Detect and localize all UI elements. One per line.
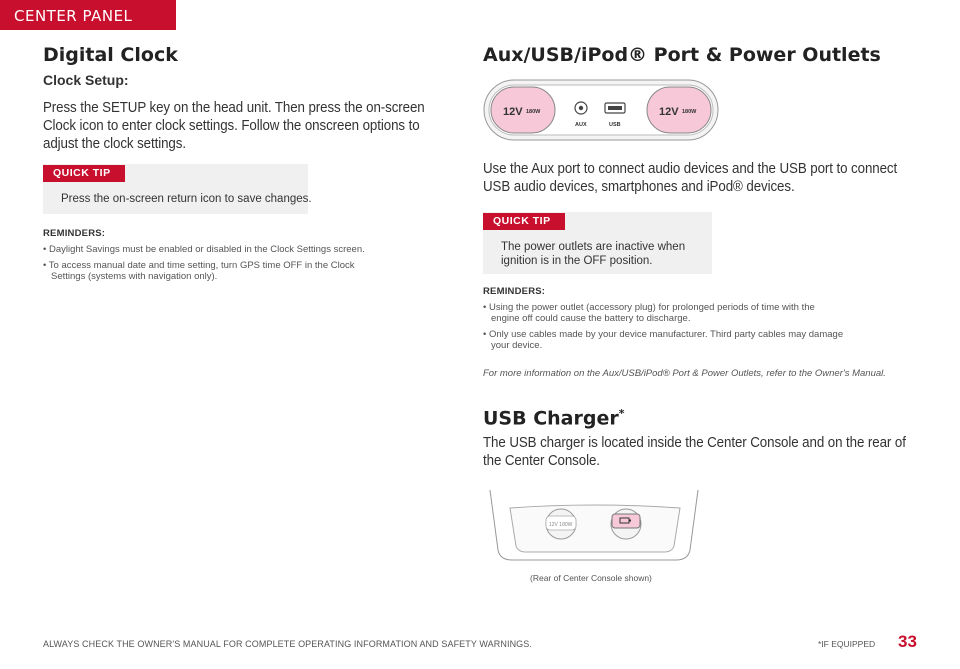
clock-reminders-title: REMINDERS:	[43, 228, 106, 239]
left-outlet-watt: 180W	[526, 109, 541, 115]
page-number: 33	[898, 632, 917, 651]
aux-label: AUX	[575, 122, 587, 128]
aux-usb-title: Aux/USB/iPod® Port & Power Outlets	[483, 44, 881, 66]
footer-if-equipped: *IF EQUIPPED	[818, 639, 876, 649]
owners-manual-note: For more information on the Aux/USB/iPod® Port & Power Outlets, refer to the Owner's Manual.	[483, 368, 886, 379]
left-outlet-label: 12V	[503, 106, 523, 118]
clock-body-text	[43, 99, 425, 153]
usb-charger-body-line: the Center Console.	[483, 453, 600, 469]
clock-quick-tip-label: QUICK TIP	[43, 165, 125, 182]
aux-quick-tip-label: QUICK TIP	[483, 213, 565, 230]
clock-body-line: Clock icon to enter clock settings. Follow the onscreen options to	[43, 118, 420, 134]
clock-reminders-list	[43, 244, 403, 287]
aux-body-text	[483, 160, 897, 196]
footer-disclaimer: ALWAYS CHECK THE OWNER'S MANUAL FOR COMPLETE OPERATING INFORMATION AND SAFETY WARNINGS.	[43, 639, 532, 649]
list-item: • Using the power outlet (accessory plug) for prolonged periods of time with the engine off could cause the battery to discharge.	[483, 302, 815, 324]
clock-body-line: Press the SETUP key on the head unit. Then press the on-screen	[43, 100, 425, 116]
clock-setup-subhead: Clock Setup:	[43, 72, 129, 88]
aux-quick-tip-text: The power outlets are inactive when ignition is in the OFF position.	[501, 241, 686, 267]
clock-body-line: adjust the clock settings.	[43, 136, 186, 152]
console-illustration	[488, 488, 700, 566]
usb-charger-body-text	[483, 434, 906, 470]
aux-reminders-list	[483, 302, 903, 356]
console-caption: (Rear of Center Console shown)	[530, 573, 652, 583]
digital-clock-title: Digital Clock	[43, 44, 178, 66]
ports-illustration	[483, 78, 719, 142]
aux-body-line: Use the Aux port to connect audio devices and the USB port to connect	[483, 161, 898, 177]
section-tab: CENTER PANEL	[0, 0, 176, 30]
right-outlet-label: 12V	[659, 106, 679, 118]
right-outlet	[647, 87, 711, 133]
clock-quick-tip-text: Press the on-screen return icon to save changes.	[61, 193, 312, 205]
aux-body-line: USB audio devices, smartphones and iPod® devices.	[483, 179, 795, 195]
usb-charger-title: USB Charger*	[483, 407, 625, 430]
list-item: • Only use cables made by your device manufacturer. Third party cables may damage your device.	[483, 329, 844, 351]
aux-reminders-title: REMINDERS:	[483, 286, 546, 297]
right-outlet-watt: 180W	[682, 109, 697, 115]
list-item: • To access manual date and time setting, turn GPS time OFF in the Clock Settings (systems with navigation only).	[43, 260, 355, 282]
if-equipped-mark: *	[618, 407, 625, 420]
usb-charger-body-line: The USB charger is located inside the Center Console and on the rear of	[483, 435, 906, 451]
list-item: • Daylight Savings must be enabled or disabled in the Clock Settings screen.	[43, 244, 365, 255]
rear-outlet-label: 12V 180W	[549, 522, 573, 528]
left-outlet	[491, 87, 555, 133]
usb-label: USB	[609, 122, 621, 128]
